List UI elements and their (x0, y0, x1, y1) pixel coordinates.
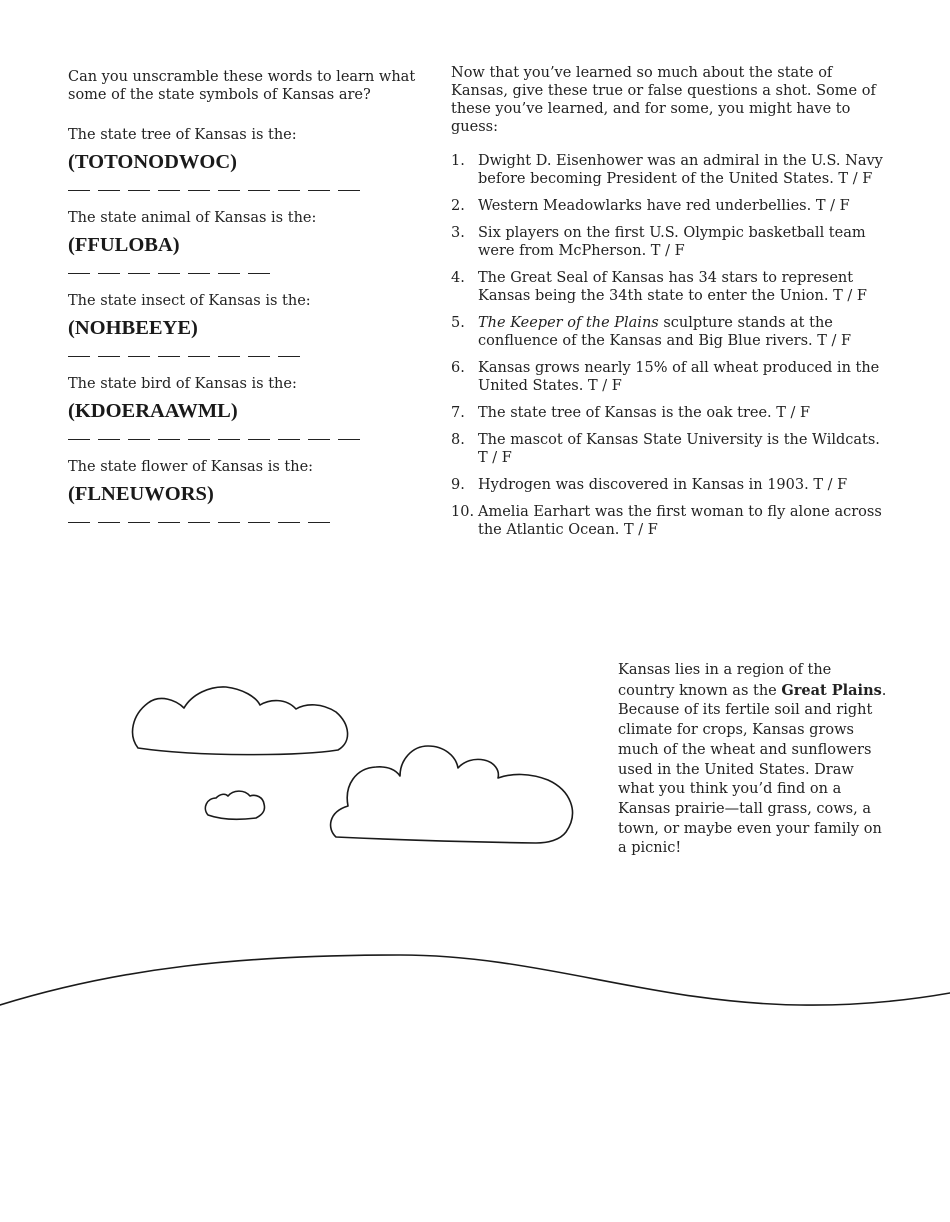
question-body: Dwight D. Eisenhower was an admiral in the U.S. Navy before becoming President of the United States. T / F (478, 153, 883, 187)
prairie-text-after: . Because of its fertile soil and right climate for crops, Kansas grows much of the wheat and sunflowers used in the United States. Draw what you think you’d find on a Kansas prairie—tall grass, cows, a town, or maybe even your family on a picnic! (618, 682, 887, 857)
question-body: Hydrogen was discovered in Kansas in 1903. T / F (478, 477, 848, 493)
question-number: 4. (451, 270, 465, 286)
sculpture-title: The Keeper of the Plains (478, 315, 659, 331)
hill-line (0, 955, 950, 1005)
question-number: 10. (451, 504, 475, 520)
scrambled-word: (FFULOBA) (68, 234, 180, 256)
scrambled-word: (KDOERAAWML) (68, 400, 238, 422)
scrambled-word: (TOTONODWOC) (68, 151, 237, 173)
puzzle-prompt: The state insect of Kansas is the: (68, 293, 311, 309)
question-number: 5. (451, 315, 465, 331)
question-body: sculpture stands at the confluence of the Kansas and Big Blue rivers. T / F (478, 315, 852, 349)
question-number: 8. (451, 432, 465, 448)
cloud-large-right (331, 746, 573, 843)
scrambled-word: (FLNEUWORS) (68, 483, 214, 505)
cloud-small (205, 791, 264, 819)
question-number: 9. (451, 477, 465, 493)
true-false-intro: Now that you’ve learned so much about the state of Kansas, give these true or false questions a shot. Some of these you’ve learned, and for some, you might have to guess: (451, 65, 876, 135)
prairie-drawing-prompt (618, 661, 888, 859)
question-number: 2. (451, 198, 465, 214)
puzzle-prompt: The state flower of Kansas is the: (68, 459, 314, 475)
puzzle-prompt: The state animal of Kansas is the: (68, 210, 317, 226)
question-body: The Great Seal of Kansas has 34 stars to represent Kansas being the 34th state to enter the Union. T / F (478, 270, 867, 304)
question-body: Six players on the first U.S. Olympic basketball team were from McPherson. T / F (478, 225, 866, 259)
puzzle-prompt: The state tree of Kansas is the: (68, 127, 297, 143)
unscramble-intro: Can you unscramble these words to learn what some of the state symbols of Kansas are? (68, 69, 416, 103)
question-body: Western Meadowlarks have red underbellies. T / F (478, 198, 850, 214)
question-body: Amelia Earhart was the first woman to fly alone across the Atlantic Ocean. T / F (478, 504, 882, 538)
question-body: The mascot of Kansas State University is the Wildcats. T / F (478, 432, 880, 466)
question-body: The state tree of Kansas is the oak tree. T / F (478, 405, 811, 421)
question-number: 7. (451, 405, 465, 421)
prairie-text-before: Kansas lies in a region of the country known as the (618, 662, 832, 699)
question-number: 1. (451, 153, 465, 169)
great-plains-term: Great Plains (781, 681, 882, 699)
cloud-large-left (133, 687, 348, 755)
question-number: 6. (451, 360, 465, 376)
puzzle-prompt: The state bird of Kansas is the: (68, 376, 297, 392)
question-body: Kansas grows nearly 15% of all wheat produced in the United States. T / F (478, 360, 880, 394)
scrambled-word: (NOHBEEYE) (68, 317, 198, 339)
question-number: 3. (451, 225, 465, 241)
